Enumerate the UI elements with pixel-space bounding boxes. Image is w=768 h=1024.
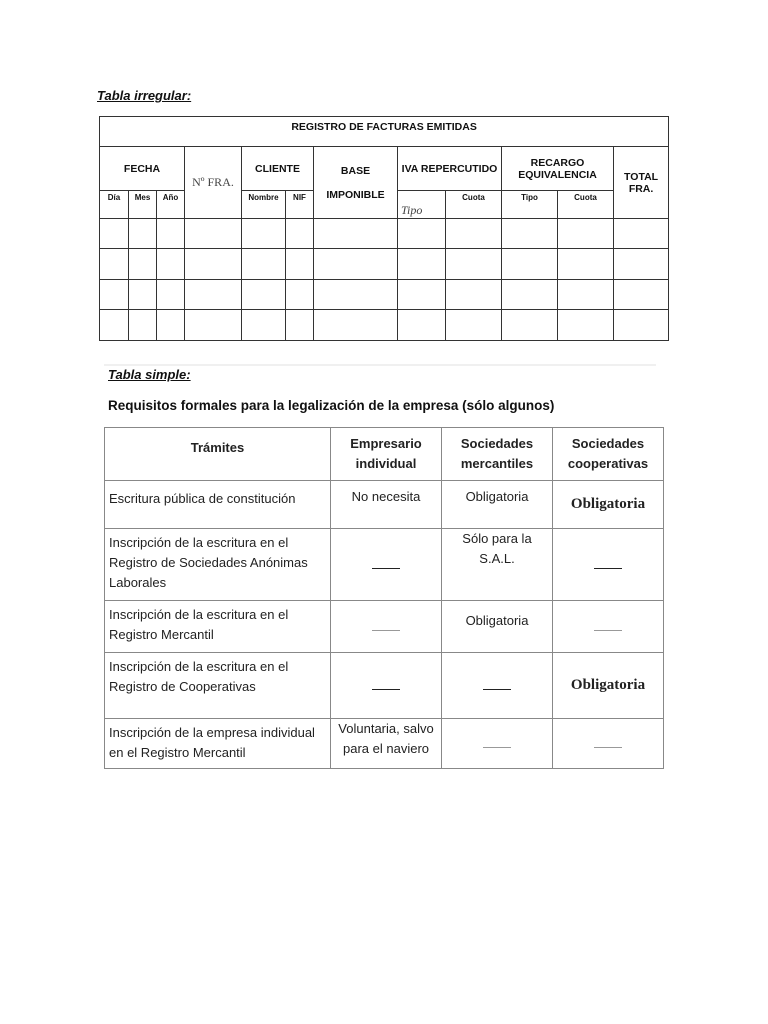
empty-cell	[446, 310, 502, 341]
empty-cell	[286, 310, 314, 341]
empty-cell	[157, 310, 185, 341]
empty-cell	[446, 280, 502, 310]
empty-cell	[185, 249, 242, 280]
sub-dia: Día	[100, 191, 129, 219]
dash-mark	[372, 630, 400, 631]
cell: Obligatoria	[442, 481, 553, 529]
dash-mark	[483, 747, 511, 748]
empty-cell	[242, 219, 286, 249]
empty-cell	[286, 219, 314, 249]
empty-cell	[100, 219, 129, 249]
header-base-line1: BASE	[340, 164, 371, 177]
sub-rec-cuota: Cuota	[558, 191, 614, 219]
header-total	[614, 147, 669, 219]
requirements-table	[104, 427, 664, 769]
header-base	[314, 147, 398, 219]
cell: Obligatoria	[553, 653, 664, 719]
cell: Obligatoria	[442, 601, 553, 653]
empty-cell	[242, 249, 286, 280]
empty-row	[100, 219, 669, 249]
empty-cell	[100, 280, 129, 310]
dash-cell	[553, 529, 664, 601]
empty-cell	[286, 249, 314, 280]
table-row	[105, 481, 664, 529]
empty-cell	[185, 280, 242, 310]
empty-cell	[242, 310, 286, 341]
empty-row	[100, 310, 669, 341]
sub-nif: NIF	[286, 191, 314, 219]
empty-cell	[129, 280, 157, 310]
empty-cell	[185, 219, 242, 249]
table-row	[105, 529, 664, 601]
empty-cell	[286, 280, 314, 310]
empty-cell	[100, 310, 129, 341]
empty-cell	[314, 310, 398, 341]
empty-cell	[446, 219, 502, 249]
empty-cell	[185, 310, 242, 341]
cell: Voluntaria, salvo para el naviero	[331, 719, 442, 769]
dash-cell	[331, 601, 442, 653]
empty-cell	[129, 219, 157, 249]
empty-cell	[558, 280, 614, 310]
empty-cell	[614, 249, 669, 280]
tramite-cell: Inscripción de la escritura en el Registro Mercantil	[105, 601, 331, 653]
header-iva: IVA REPERCUTIDO	[398, 147, 502, 191]
tramite-cell: Inscripción de la empresa individual en el Registro Mercantil	[105, 719, 331, 769]
empty-cell	[502, 280, 558, 310]
empty-cell	[314, 219, 398, 249]
sub-rec-tipo: Tipo	[502, 191, 558, 219]
empty-cell	[614, 310, 669, 341]
empty-cell	[100, 249, 129, 280]
empty-cell	[502, 219, 558, 249]
empty-cell	[558, 310, 614, 341]
empty-cell	[314, 249, 398, 280]
table-row	[105, 653, 664, 719]
dash-mark	[483, 689, 511, 690]
simple-table-subtitle: Requisitos formales para la legalización de la empresa (sólo algunos)	[108, 398, 555, 413]
empty-cell	[129, 310, 157, 341]
header-tramites: Trámites	[105, 428, 331, 481]
empty-cell	[558, 219, 614, 249]
sub-iva-cuota: Cuota	[446, 191, 502, 219]
empty-cell	[129, 249, 157, 280]
dash-cell	[442, 653, 553, 719]
dash-mark	[372, 568, 400, 569]
empty-cell	[242, 280, 286, 310]
cell: No necesita	[331, 481, 442, 529]
empty-cell	[398, 219, 446, 249]
empty-cell	[314, 280, 398, 310]
empty-row	[100, 249, 669, 280]
header-nfra: Nº FRA.	[185, 147, 242, 219]
header-cliente: CLIENTE	[242, 147, 314, 191]
table-title: REGISTRO DE FACTURAS EMITIDAS	[100, 117, 669, 147]
dash-mark	[594, 568, 622, 569]
dash-cell	[331, 653, 442, 719]
empty-cell	[398, 310, 446, 341]
invoice-register-table	[99, 116, 669, 341]
empty-cell	[502, 249, 558, 280]
dash-cell	[553, 719, 664, 769]
sub-mes: Mes	[129, 191, 157, 219]
dash-mark	[372, 689, 400, 690]
empty-cell	[398, 280, 446, 310]
dash-cell	[553, 601, 664, 653]
sub-ano: Año	[157, 191, 185, 219]
header-recargo-line2: EQUIVALENCIA	[518, 168, 597, 181]
table-row	[105, 719, 664, 769]
empty-cell	[446, 249, 502, 280]
empty-cell	[558, 249, 614, 280]
empty-cell	[502, 310, 558, 341]
irregular-table-heading: Tabla irregular:	[97, 88, 192, 103]
dash-cell	[331, 529, 442, 601]
tramite-cell: Escritura pública de constitución	[105, 481, 331, 529]
cell: Sólo para la S.A.L.	[442, 529, 553, 601]
header-fecha: FECHA	[100, 147, 185, 191]
header-total-line2: FRA.	[628, 182, 654, 195]
divider	[104, 364, 656, 366]
sub-iva-tipo: Tipo	[398, 191, 446, 219]
empty-cell	[157, 249, 185, 280]
dash-mark	[594, 747, 622, 748]
table-row	[105, 601, 664, 653]
header-cooperativas: Sociedades cooperativas	[553, 428, 664, 481]
empty-cell	[157, 280, 185, 310]
dash-cell	[442, 719, 553, 769]
empty-cell	[398, 249, 446, 280]
empty-row	[100, 280, 669, 310]
cell: Obligatoria	[553, 481, 664, 529]
header-total-line1: TOTAL	[624, 170, 659, 183]
header-base-line2: IMPONIBLE	[326, 188, 385, 201]
header-empresario: Empresario individual	[331, 428, 442, 481]
empty-cell	[614, 219, 669, 249]
empty-cell	[614, 280, 669, 310]
sub-nombre: Nombre	[242, 191, 286, 219]
dash-mark	[594, 630, 622, 631]
simple-table-heading: Tabla simple:	[108, 367, 191, 382]
header-mercantiles: Sociedades mercantiles	[442, 428, 553, 481]
tramite-cell: Inscripción de la escritura en el Registro de Cooperativas	[105, 653, 331, 719]
empty-cell	[157, 219, 185, 249]
header-recargo-line1: RECARGO	[530, 156, 585, 169]
header-recargo	[502, 147, 614, 191]
tramite-cell: Inscripción de la escritura en el Registro de Sociedades Anónimas Laborales	[105, 529, 331, 601]
